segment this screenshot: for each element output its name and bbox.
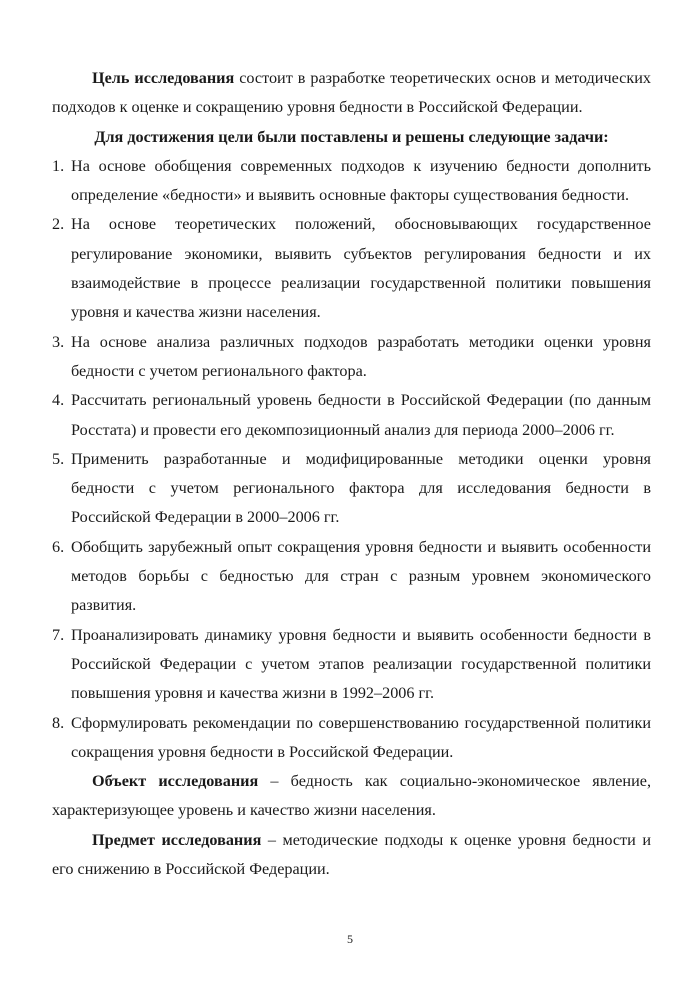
page-number: 5 xyxy=(347,932,353,946)
document-page xyxy=(52,64,651,884)
subject-paragraph xyxy=(52,826,651,885)
task-text: Сформулировать рекомендации по совершенствованию государственной политики сокращения уровня бедности в Российской Федерации. xyxy=(71,713,651,761)
task-item xyxy=(52,152,651,211)
task-number: 2. xyxy=(52,215,65,234)
task-text: На основе анализа различных подходов разработать методики оценки уровня бедности с учетом регионального фактора. xyxy=(71,332,651,380)
goal-text: состоит в разработке теоретических основ и методических подходов к оценке и сокращению уровня бедности в Российской Федерации. xyxy=(52,69,651,117)
subject-label: Предмет исследования xyxy=(92,830,262,849)
task-number: 4. xyxy=(52,391,65,410)
task-text: На основе обобщения современных подходов к изучению бедности дополнить определение «бедности» и выявить основные факторы существования бедности. xyxy=(71,156,651,205)
tasks-list xyxy=(52,152,651,767)
object-paragraph xyxy=(52,767,651,826)
task-text: Применить разработанные и модифицированные методики оценки уровня бедности с учетом регионального фактора для исследования бедности в Российской Федерации в 2000–2006 гг. xyxy=(71,449,651,527)
task-item xyxy=(52,445,651,533)
object-label: Объект исследования xyxy=(92,772,259,791)
task-item xyxy=(52,210,651,327)
task-text: Рассчитать региональный уровень бедности в Российской Федерации (по данным Росстата) и провести его декомпозиционный анализ для периода 2000–2006 гг. xyxy=(71,391,651,439)
task-text: На основе теоретических положений, обосновывающих государственное регулирование экономики, выявить субъектов регулирования бедности и их взаимодействие в процессе реализации государственной политики повышения уровня и качества жизни населения. xyxy=(71,215,651,322)
task-item xyxy=(52,328,651,387)
task-item xyxy=(52,709,651,768)
task-item xyxy=(52,386,651,445)
tasks-heading: Для достижения цели были поставлены и решены следующие задачи: xyxy=(94,127,609,146)
task-number: 7. xyxy=(52,625,65,644)
task-number: 6. xyxy=(52,537,65,556)
task-number: 1. xyxy=(52,156,65,175)
task-text: Проанализировать динамику уровня бедности и выявить особенности бедности в Российской Федерации с учетом этапов реализации государственной политики повышения уровня и качества жизни в 1992–2006 гг. xyxy=(71,625,651,703)
object-text: – бедность как социально-экономическое явление, характеризующее уровень и качество жизни населения. xyxy=(52,772,651,820)
task-number: 8. xyxy=(52,713,65,732)
goal-paragraph xyxy=(52,64,651,123)
task-number: 5. xyxy=(52,449,65,468)
task-text: Обобщить зарубежный опыт сокращения уровня бедности и выявить особенности методов борьбы с бедностью для стран с разным уровнем экономического развития. xyxy=(71,537,651,615)
goal-label: Цель исследования xyxy=(92,69,235,87)
task-number: 3. xyxy=(52,332,65,351)
subject-text: – методические подходы к оценке уровня бедности и его снижению в Российской Федерации. xyxy=(52,830,651,879)
task-item xyxy=(52,621,651,709)
task-item xyxy=(52,533,651,621)
